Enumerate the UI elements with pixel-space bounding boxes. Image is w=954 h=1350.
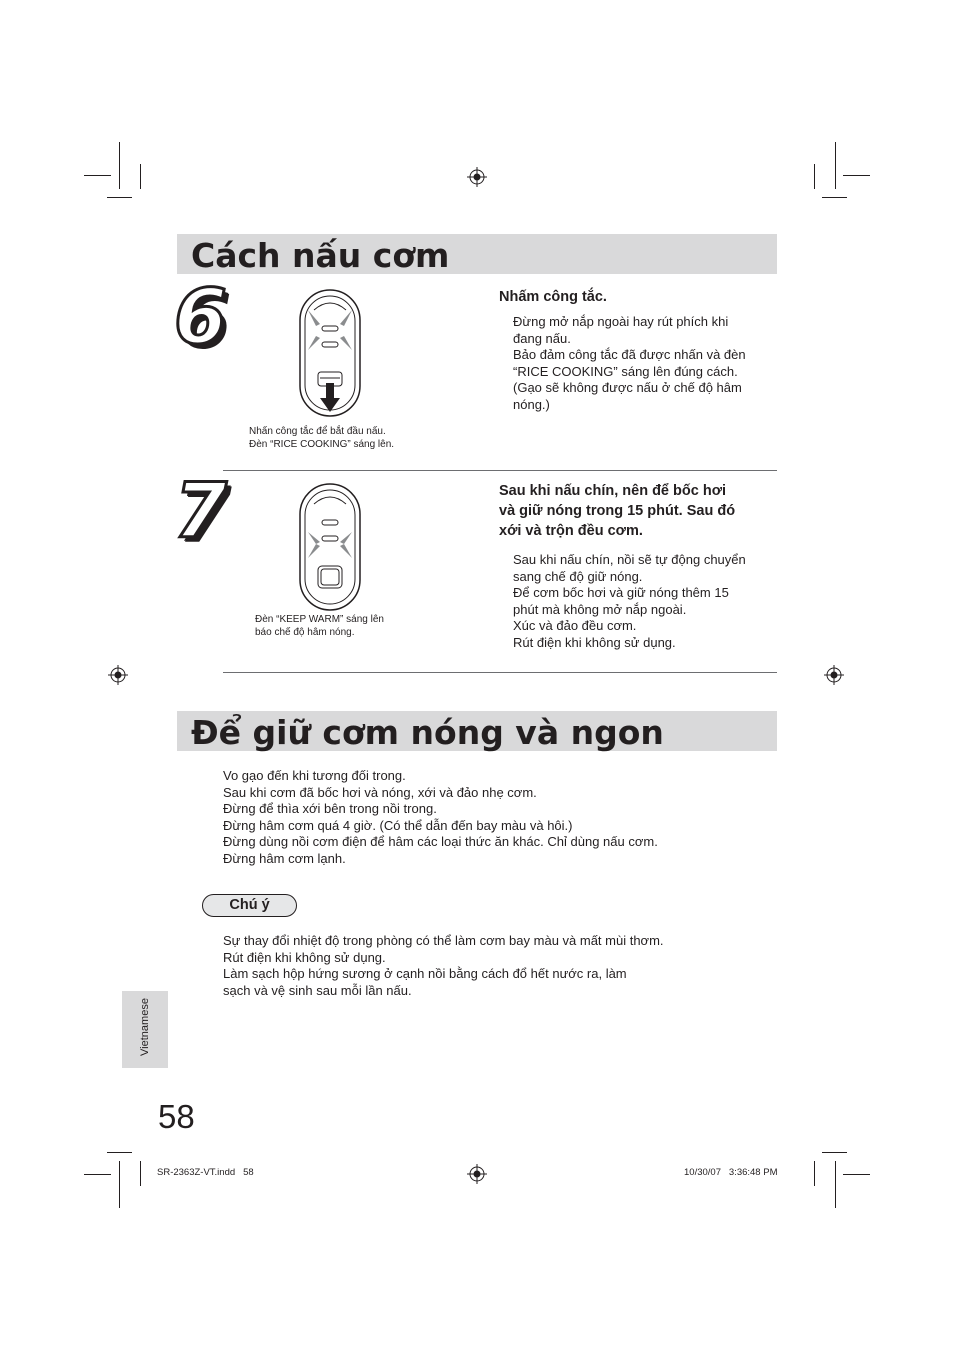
body-line: sang chế độ giữ nóng. [513, 568, 643, 584]
tip-line: Sau khi cơm đã bốc hơi và nóng, xới và đảo nhẹ cơm. [223, 784, 537, 800]
note-line: sạch và vệ sinh sau mỗi lần nấu. [223, 982, 412, 998]
body-line: Rút điện khi không sử dụng. [513, 634, 676, 650]
page-number: 58 [158, 1098, 195, 1135]
note-label: Chú ý [202, 894, 297, 917]
registration-mark-icon [108, 665, 128, 685]
tip-line: Vo gạo đến khi tương đối trong. [223, 768, 406, 783]
body-line: “RICE COOKING” sáng lên đúng cách. [513, 363, 738, 379]
crop-mark [822, 197, 847, 198]
crop-mark [140, 164, 141, 189]
step-caption [249, 425, 394, 451]
crop-mark [107, 1152, 132, 1153]
heading-line: và giữ nóng trong 15 phút. Sau đó [499, 503, 736, 519]
crop-mark [119, 142, 120, 189]
caption-line: báo chế độ hâm nóng. [255, 627, 355, 638]
crop-mark [843, 175, 870, 176]
crop-mark [107, 197, 132, 198]
body-line: phút mà không mở nắp ngoài. [513, 601, 687, 617]
step-heading [499, 481, 784, 541]
heading-line: xới và trộn đều cơm. [499, 523, 643, 539]
file-slug: SR-2363Z-VT.indd 58 [157, 1167, 254, 1178]
crop-mark [84, 1174, 111, 1175]
step-number: 7 [174, 466, 227, 555]
body-line: đang nấu. [513, 330, 571, 346]
crop-mark [814, 1161, 815, 1186]
language-tab [122, 991, 168, 1068]
crop-mark [84, 175, 111, 176]
body-line: Sau khi nấu chín, nồi sẽ tự động chuyển [513, 552, 746, 567]
note-line: Làm sạch hộp hứng sương ở cạnh nồi bằng cách đổ hết nước ra, làm [223, 966, 627, 981]
step-heading [499, 287, 784, 307]
crop-mark [822, 1152, 847, 1153]
registration-mark-icon [467, 167, 487, 187]
caption-line: Đèn “RICE COOKING” sáng lên. [249, 439, 395, 450]
section-title: Cách nấu cơm [191, 236, 450, 275]
crop-mark [119, 1161, 120, 1208]
section-title: Để giữ cơm nóng và ngon [191, 713, 664, 752]
language-label: Vietnamese [139, 998, 151, 1056]
body-line: Để cơm bốc hơi và giữ nóng thêm 15 [513, 585, 729, 600]
registration-mark-icon [467, 1164, 487, 1184]
body-line: Bảo đảm công tắc đã được nhấn và đèn [513, 347, 746, 362]
caption-line: Đèn “KEEP WARM” sáng lên [255, 614, 384, 625]
tips-list [223, 768, 658, 867]
registration-mark-icon [824, 665, 844, 685]
step-number: 6 [174, 272, 227, 361]
crop-mark [140, 1161, 141, 1186]
section-title-bar [177, 711, 777, 751]
divider [223, 672, 777, 673]
body-line: Đừng mở nắp ngoài hay rút phích khi [513, 314, 729, 329]
tip-line: Đừng để thìa xới bên trong nồi trong. [223, 801, 437, 816]
crop-mark [814, 164, 815, 189]
tip-line: Đừng hâm cơm quá 4 giờ. (Có thể dẫn đến bay màu và hôi.) [223, 817, 573, 833]
control-panel-press-illustration [290, 288, 370, 418]
caption-line: Nhấn công tắc để bắt đầu nấu. [249, 426, 386, 437]
heading-line: Sau khi nấu chín, nên để bốc hơi [499, 483, 727, 499]
section-title-bar [177, 234, 777, 274]
tip-line: Đừng dùng nồi cơm điện để hâm các loại thức ăn khác. Chỉ dùng nấu cơm. [223, 834, 658, 849]
tip-line: Đừng hâm cơm lạnh. [223, 850, 346, 866]
control-panel-keep-warm-illustration [290, 482, 370, 612]
body-line: (Gạo sẽ không được nấu ở chế độ hâm [513, 380, 742, 395]
step-body [513, 314, 783, 413]
crop-mark [835, 1161, 836, 1208]
note-line: Rút điện khi không sử dụng. [223, 949, 386, 965]
step-caption [255, 613, 384, 639]
crop-mark [835, 142, 836, 189]
crop-mark [843, 1174, 870, 1175]
body-line: nóng.) [513, 396, 550, 412]
note-line: Sự thay đổi nhiệt độ trong phòng có thể làm cơm bay màu và mất mùi thơm. [223, 933, 664, 948]
timestamp-slug: 10/30/07 3:36:48 PM [684, 1167, 778, 1178]
note-list [223, 933, 664, 999]
body-line: Xúc và đảo đều cơm. [513, 618, 637, 633]
step-body [513, 552, 783, 651]
divider [223, 470, 777, 471]
heading-line: Nhấm công tắc. [499, 289, 607, 305]
